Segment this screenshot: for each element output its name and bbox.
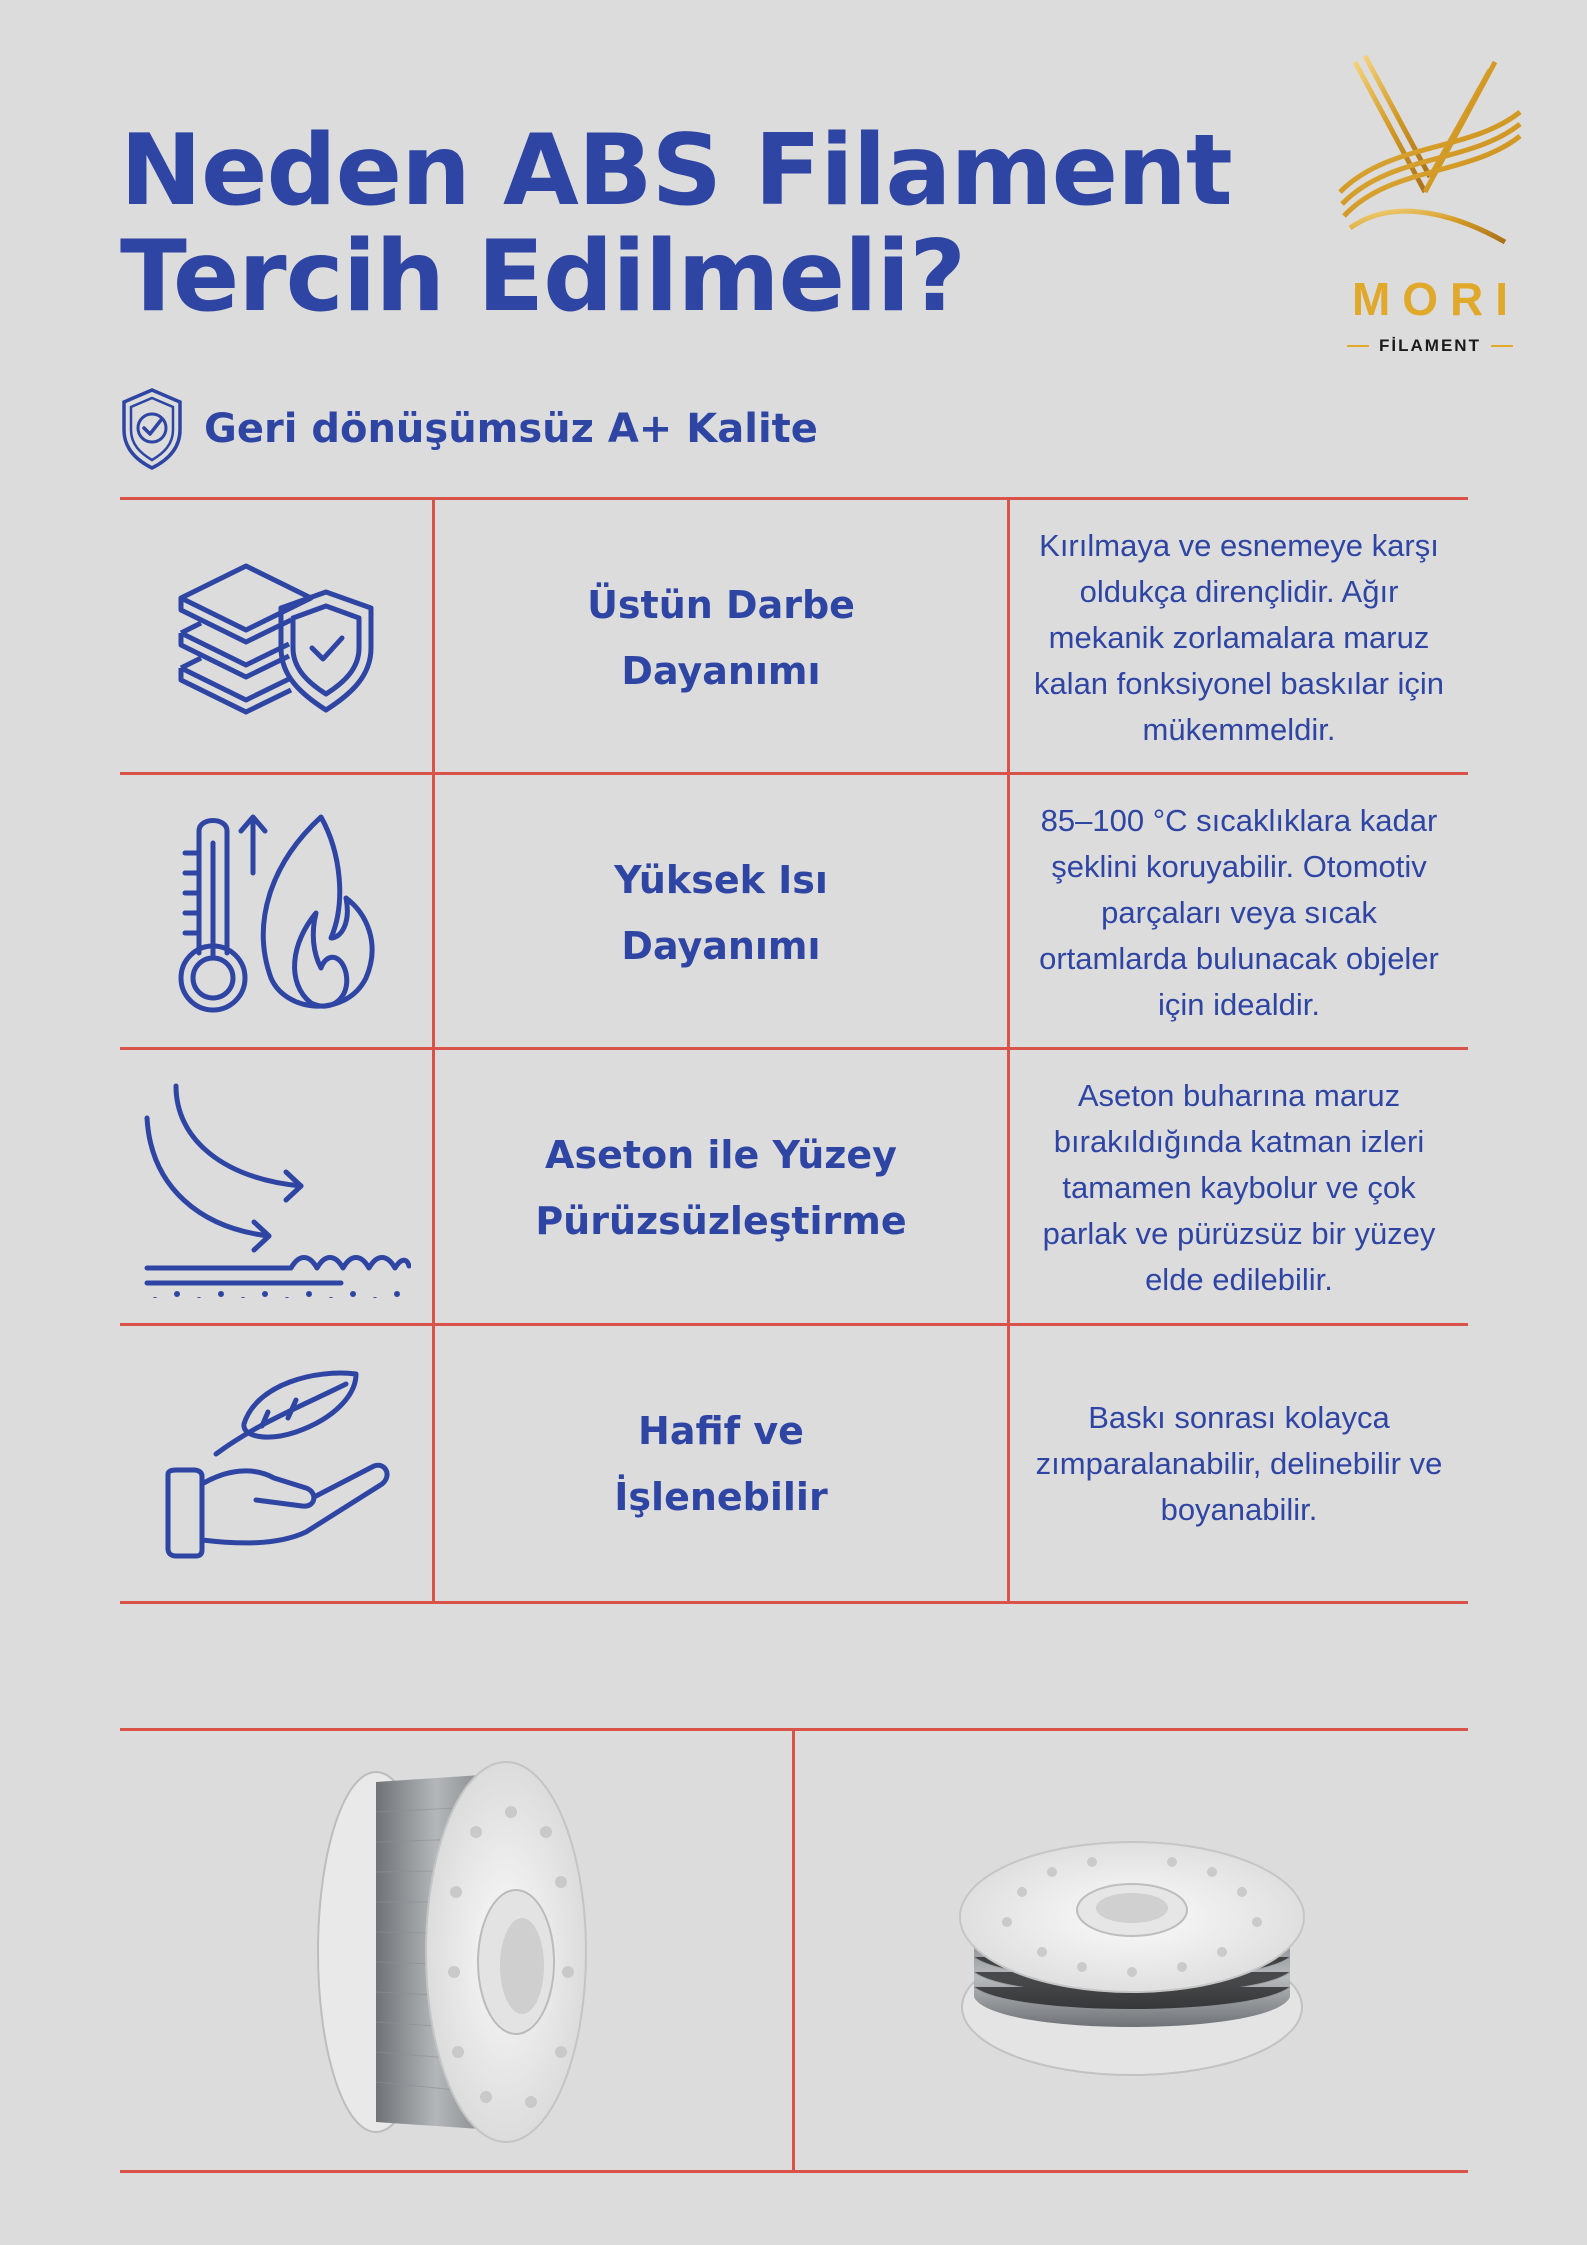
smooth-surface-icon: [141, 1078, 411, 1298]
page-title: [120, 114, 1270, 334]
feature-description: Kırılmaya ve esnemeye karşı oldukça dirençlidir. Ağır mekanik zorlamalara maruz kalan fonksiyonel baskılar için mükemmeldir.: [1033, 527, 1445, 747]
feature-title: [435, 1050, 1007, 1325]
layers-shield-icon: [171, 548, 381, 728]
quality-label: Geri dönüşümsüz A+ Kalite: [204, 406, 818, 452]
title-line-2: Tercih Edilmeli?: [120, 220, 966, 334]
thermometer-flame-icon: [171, 803, 381, 1023]
feature-title-line-2: Dayanımı: [621, 648, 821, 693]
feature-icon-cell: [120, 1050, 432, 1325]
feature-title-line-1: Yüksek Isı: [614, 857, 828, 902]
feature-title-line-2: Dayanımı: [621, 923, 821, 968]
spool-image-cell: [795, 1733, 1468, 2171]
table-divider: [120, 1601, 1468, 1604]
brand-subtitle: FİLAMENT: [1379, 336, 1481, 355]
feature-icon-cell: [120, 500, 432, 775]
feature-description: Baskı sonrası kolayca zımparalanabilir, delinebilir ve boyanabilir.: [1035, 1399, 1443, 1527]
spool-side-view-image: [306, 1752, 606, 2152]
feature-description: 85–100 °C sıcaklıklara kadar şeklini koruyabilir. Otomotiv parçaları veya sıcak ortamlarda bulunacak objeler için idealdir.: [1039, 802, 1439, 1022]
feature-description: Aseton buharına maruz bırakıldığında katman izleri tamamen kaybolur ve çok parlak ve pürüzsüz bir yüzey elde edilebilir.: [1042, 1077, 1436, 1297]
feature-title-line-1: Aseton ile Yüzey: [545, 1132, 897, 1177]
feature-icon-cell: [120, 1326, 432, 1601]
feature-row: [120, 500, 1468, 775]
feature-row: [120, 1326, 1468, 1601]
brand-rule-left: [1347, 345, 1369, 347]
feature-title: [435, 500, 1007, 775]
feature-title-line-1: Üstün Darbe: [587, 582, 855, 627]
feature-title-line-1: Hafif ve: [638, 1408, 804, 1453]
shield-check-icon: [118, 386, 186, 472]
quality-badge: [118, 384, 818, 474]
hand-feather-icon: [156, 1364, 396, 1564]
title-line-1: Neden ABS Filament: [120, 114, 1232, 228]
feature-icon-cell: [120, 775, 432, 1050]
brand-name: MORI: [1351, 273, 1521, 325]
feature-title: [435, 1326, 1007, 1601]
feature-title-line-2: Pürüzsüzleştirme: [535, 1198, 907, 1243]
feature-title: [435, 775, 1007, 1050]
feature-row: [120, 1050, 1468, 1325]
feature-row: [120, 775, 1468, 1050]
spool-top-view-image: [952, 1822, 1312, 2082]
feature-title-line-2: İşlenebilir: [614, 1474, 828, 1519]
brand-subtitle-row: [1330, 336, 1530, 356]
brand-rule-right: [1491, 345, 1513, 347]
spool-image-cell: [120, 1733, 792, 2171]
